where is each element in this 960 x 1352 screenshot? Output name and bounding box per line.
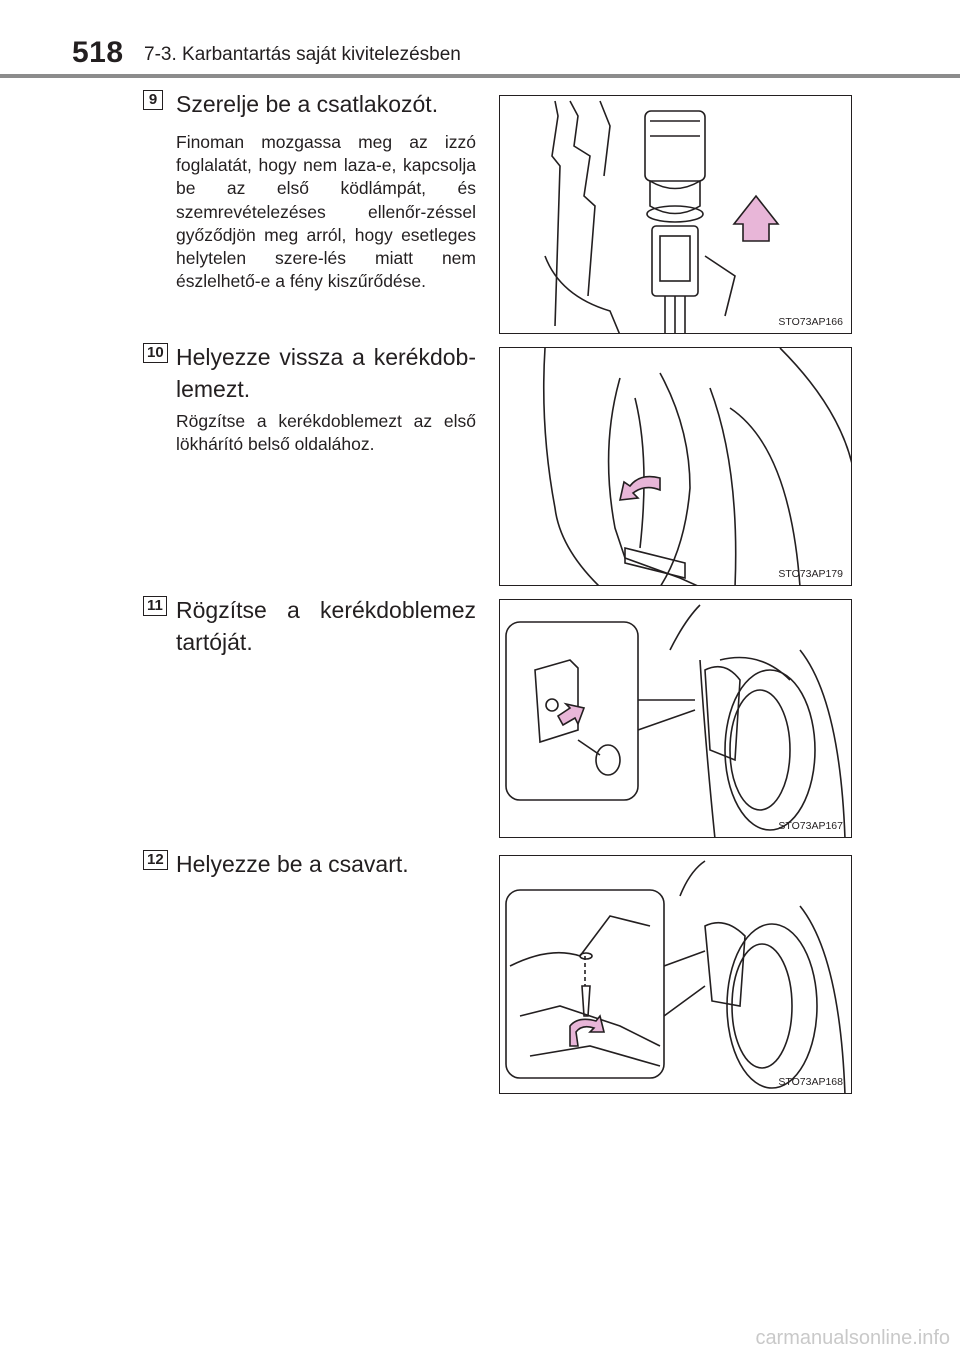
step-badge-10: 10 <box>143 343 168 363</box>
figure-code-12: STO73AP168 <box>778 1076 843 1088</box>
figure-10 <box>499 347 852 586</box>
step-title-9: Szerelje be a csatlakozót. <box>176 91 439 117</box>
figure-12 <box>499 855 852 1094</box>
watermark: carmanualsonline.info <box>755 1327 950 1349</box>
step-badge-12: 12 <box>143 850 168 870</box>
step-title-10: Helyezze vissza a kerékdob-lemezt. <box>176 344 476 402</box>
step-desc-9: Finoman mozgassa meg az izzó foglalatát, hogy nem laza-e, kapcsolja be az első ködlámpát, és szemrevételezéses ellenőr-zéssel győződjön meg arról, hogy esetleges helytelen szere-lés miatt nem észlelhető-e a fény kiszűrődése. <box>176 132 476 292</box>
step-badge-11: 11 <box>143 596 167 616</box>
figure-code-11: STO73AP167 <box>778 820 843 832</box>
step-title-11: Rögzítse a kerékdoblemez tartóját. <box>176 597 476 655</box>
page-number: 518 <box>72 36 124 69</box>
figure-code-10: STO73AP179 <box>778 568 843 580</box>
step-badge-9: 9 <box>143 90 163 110</box>
figure-11 <box>499 599 852 838</box>
figure-code-9: STO73AP166 <box>778 316 843 328</box>
step-desc-10: Rögzítse a kerékdoblemezt az első lökhárító belső oldalához. <box>176 411 476 455</box>
step-title-12: Helyezze be a csavart. <box>176 851 409 877</box>
header-rule <box>0 74 960 78</box>
figure-9 <box>499 95 852 334</box>
section-title: 7-3. Karbantartás saját kivitelezésben <box>144 44 461 65</box>
